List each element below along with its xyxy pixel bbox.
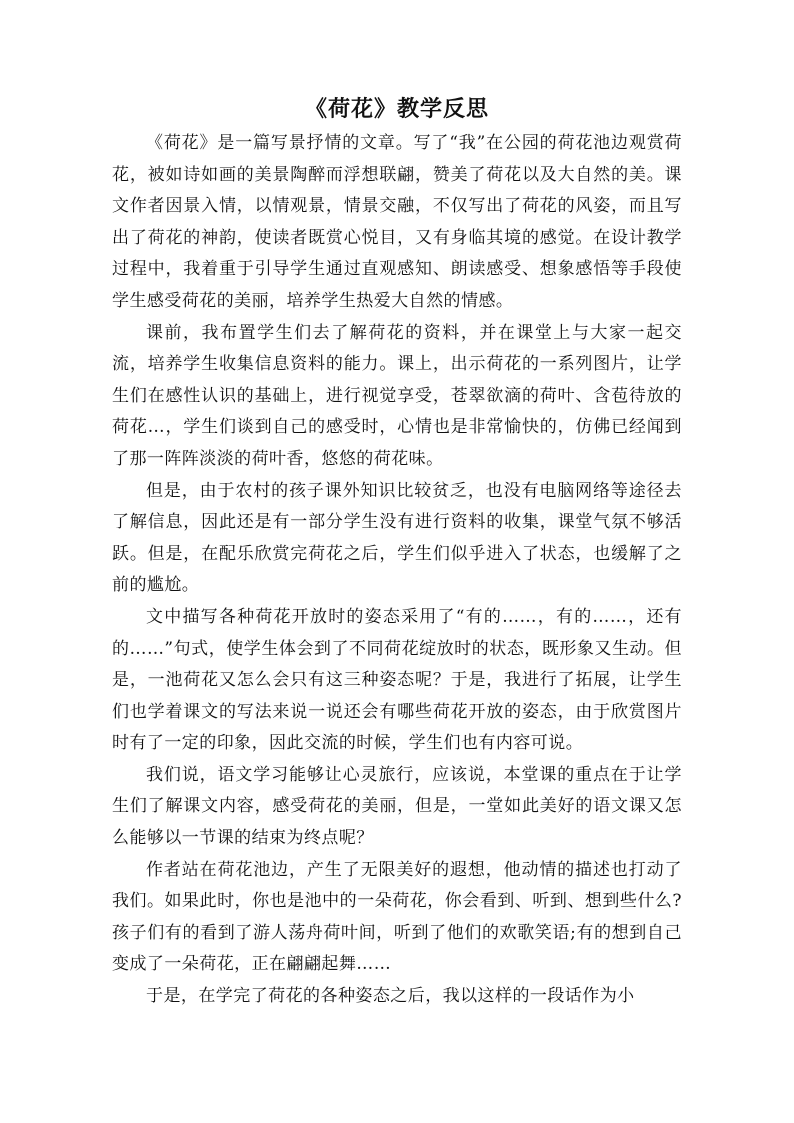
paragraph-intro: 《荷花》是一篇写景抒情的文章。写了“我”在公园的荷花池边观赏荷花，被如诗如画的美景陶醉而浮想联翩，赞美了荷花以及大自然的美。课文作者因景入情，以情观景，情景交融，不仅写出了荷花的风姿，而且写出了荷花的神韵，使读者既赏心悦目，又有身临其境的感觉。在设计教学过程中，我着重于引导学生通过直观感知、朗读感受、想象感悟等手段使学生感受荷花的美丽，培养学生热爱大自然的情感。 [112, 133, 682, 311]
document-page [112, 90, 682, 1013]
paragraph-before-class: 课前，我布置学生们去了解荷花的资料，并在课堂上与大家一起交流，培养学生收集信息资料的能力。课上，出示荷花的一系列图片，让学生们在感性认识的基础上，进行视觉享受，苍翠欲滴的荷叶、含苞待放的荷花…，学生们谈到自己的感受时，心情也是非常愉快的，仿佛已经闻到了那一阵阵淡淡的荷叶香，悠悠的荷花味。 [112, 322, 682, 469]
paragraph-difficulty: 但是，由于农村的孩子课外知识比较贫乏，也没有电脑网络等途径去了解信息，因此还是有一部分学生没有进行资料的收集，课堂气氛不够活跃。但是，在配乐欣赏完荷花之后，学生们似乎进入了状态，也缓解了之前的尴尬。 [112, 480, 682, 596]
paragraph-sentence-pattern: 文中描写各种荷花开放时的姿态采用了“有的……，有的……，还有的……”句式，使学生体会到了不同荷花绽放时的状态，既形象又生动。但是，一池荷花又怎么会只有这三种姿态呢？于是，我进行了拓展，让学生们也学着课文的写法来说一说还会有哪些荷花开放的姿态，由于欣赏图片时有了一定的印象，因此交流的时候，学生们也有内容可说。 [112, 606, 682, 754]
paragraph-conclusion: 于是，在学完了荷花的各种姿态之后，我以这样的一段话作为小 [146, 986, 635, 1007]
paragraph-language-learning: 我们说，语文学习能够让心灵旅行，应该说，本堂课的重点在于让学生们了解课文内容，感受荷花的美丽，但是，一堂如此美好的语文课又怎么能够以一节课的结束为终点呢？ [112, 764, 682, 849]
document-title: 《荷花》教学反思 [304, 96, 489, 122]
paragraph-imagination: 作者站在荷花池边，产生了无限美好的遐想，他动情的描述也打动了我们。如果此时，你也是池中的一朵荷花，你会看到、听到、想到些什么?孩子们有的看到了游人荡舟荷叶间，听到了他们的欢歌笑语;有的想到自己变成了一朵荷花，正在翩翩起舞…… [112, 859, 682, 975]
